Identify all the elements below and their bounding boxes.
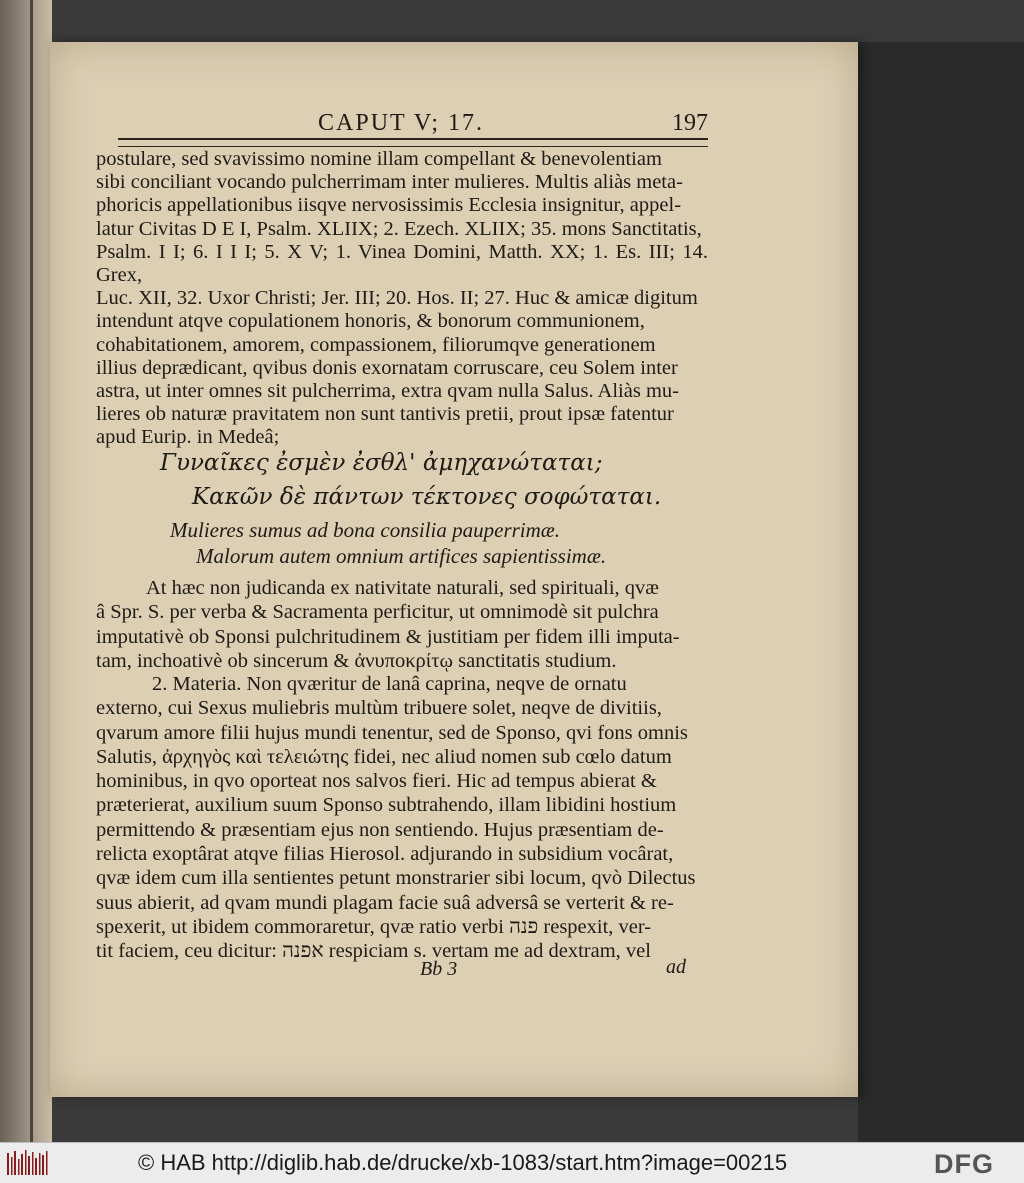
text-line: suus abierit, ad qvam mundi plagam facie suâ adversâ se verterit & re- [96, 891, 674, 914]
dfg-logo: DFG [934, 1149, 994, 1179]
text-line: apud Eurip. in Medeâ; [96, 426, 280, 449]
text-line: sibi conciliant vocando pulcherrimam inter mulieres. Multis aliàs meta- [96, 171, 683, 194]
text-line: illius deprædicant, qvibus donis exornatam corruscare, ceu Solem inter [96, 356, 678, 379]
text-line: relicta exoptârat atqve filias Hierosol. adjurando in subsidium vocârat, [96, 843, 674, 866]
paragraph-3 [96, 672, 708, 964]
text-line: cohabitationem, amorem, compassionem, filiorumqve generationem [96, 333, 656, 356]
greek-verse-1: Γυναῖκες ἐσμὲν ἐσθλ' ἀμηχανώταται; [160, 450, 603, 476]
citation-link[interactable]: © HAB http://diglib.hab.de/drucke/xb-1083/start.htm?image=00215 [138, 1150, 788, 1175]
text-line: Psalm. I I; 6. I I I; 5. X V; 1. Vinea Domini, Matth. XX; 1. Es. III; 14. Grex, [96, 240, 708, 287]
latin-verse-2: Malorum autem omnium artifices sapientissimæ. [196, 544, 607, 568]
latin-verse-1: Mulieres sumus ad bona consilia pauperrimæ. [170, 518, 561, 542]
text-line: phoricis appellationibus iisqve nervosissimis Ecclesia insignitur, appel- [96, 194, 682, 217]
running-head: CAPUT V; 17. [318, 110, 485, 136]
text-line: intendunt atqve copulationem honoris, & bonorum communionem, [96, 310, 645, 333]
text-line: 2. Materia. Non qværitur de lanâ caprina, neqve de ornatu [152, 673, 627, 695]
text-line: permittendo & præsentiam ejus non sentiendo. Hujus præsentiam de- [96, 818, 664, 841]
header-rule [118, 138, 708, 147]
hab-barcode-logo-icon [6, 1149, 48, 1177]
text-line: spexerit, ut ibidem commoraretur, qvæ ratio verbi פנה respexit, ver- [96, 915, 652, 938]
text-line: qvarum amore filii hujus mundi tenentur, sed de Sponso, qvi fons omnis [96, 721, 688, 744]
paragraph-2 [96, 576, 708, 673]
text-line: tam, inchoativè ob sincerum & ἀνυποκρίτῳ sanctitatis studium. [96, 649, 617, 672]
page-header [118, 108, 708, 138]
text-line: præterierat, auxilium suum Sponso subtrahendo, illam libidini hostium [96, 794, 677, 817]
text-line: latur Civitas D E I, Psalm. XLIIX; 2. Ezech. XLIIX; 35. mons Sanctitatis, [96, 217, 702, 240]
page-number: 197 [672, 110, 708, 136]
text-line: qvæ idem cum illa sentientes petunt monstrarier sibi locum, qvò Dilectus [96, 867, 696, 890]
viewer-footer [0, 1142, 1024, 1183]
page-fold-line [30, 0, 33, 1142]
text-line: postulare, sed svavissimo nomine illam compellant & benevolentiam [96, 148, 662, 170]
text-line: tit faciem, ceu dicitur: אפנה respiciam s. vertam me ad dextram, vel [96, 940, 651, 963]
text-line: lieres ob naturæ pravitatem non sunt tantivis pretii, prout ipsæ fatentur [96, 403, 674, 426]
greek-verse-2: Κακῶν δὲ πάντων τέκτονες σοφώταται. [192, 484, 662, 510]
signature-mark: Bb 3 [420, 958, 458, 980]
text-line: At hæc non judicanda ex nativitate naturali, sed spirituali, qvæ [146, 577, 659, 599]
background-margin [858, 42, 1024, 1142]
book-spine-edge [0, 0, 52, 1142]
text-line: astra, ut inter omnes sit pulcherrima, extra qvam nulla Salus. Aliàs mu- [96, 380, 679, 403]
text-line: hominibus, in qvo oporteat nos salvos fieri. Hic ad tempus abierat & [96, 770, 657, 793]
text-line: Luc. XII, 32. Uxor Christi; Jer. III; 20. Hos. II; 27. Huc & amicæ digitum [96, 287, 698, 310]
main-paragraph [96, 148, 708, 450]
text-line: externo, cui Sexus muliebris multùm tribuere solet, neqve de divitiis, [96, 697, 662, 720]
text-line: Salutis, ἀρχηγὸς καὶ τελειώτης fidei, nec aliud nomen sub cœlo datum [96, 745, 672, 768]
text-line: imputativè ob Sponsi pulchritudinem & justitiam per fidem illi imputa- [96, 625, 680, 648]
catchword: ad [666, 956, 686, 978]
text-line: â Spr. S. per verba & Sacramenta perficitur, ut omnimodè sit pulchra [96, 601, 659, 624]
